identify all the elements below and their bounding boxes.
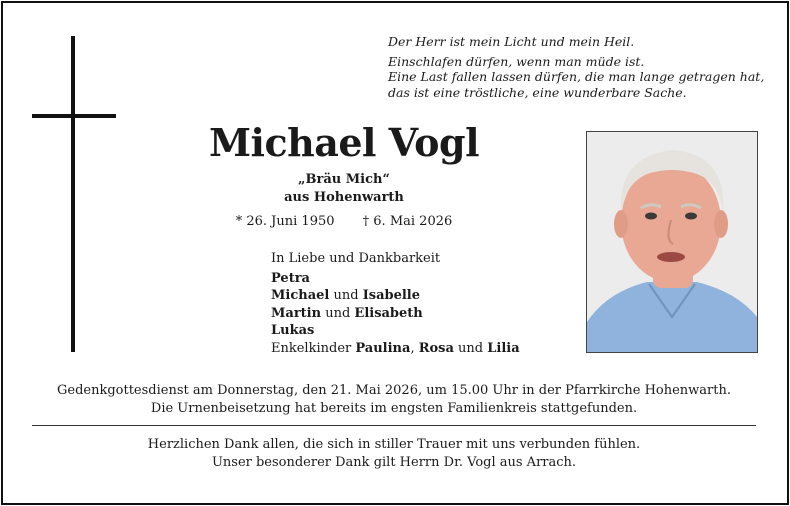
family-member: Rosa xyxy=(418,340,454,356)
memorial-service-text: Gedenkgottesdienst am Donnerstag, den 21. Mai 2026, um 15.00 Uhr in der Pfarrkirche Hohenwarth. xyxy=(56,383,732,398)
verse-block xyxy=(388,34,768,100)
family-line xyxy=(271,305,520,323)
thanks-line-2: Unser besonderer Dank gilt Herrn Dr. Vogl aus Arrach. xyxy=(211,455,577,470)
family-line xyxy=(271,340,520,358)
family-block xyxy=(271,250,520,357)
family-member: Paulina xyxy=(355,340,411,356)
birth-date: * 26. Juni 1950 xyxy=(235,214,335,229)
verse-line: das ist eine tröstliche, eine wunderbare Sache. xyxy=(388,84,687,100)
conjunction: und xyxy=(329,288,363,303)
family-intro: In Liebe und Dankbarkeit xyxy=(271,251,441,266)
family-member: Isabelle xyxy=(362,288,421,303)
portrait-illustration xyxy=(587,132,757,352)
conjunction: und xyxy=(321,305,355,321)
cross-horizontal-bar xyxy=(32,114,116,118)
verse-line: Der Herr ist mein Licht und mein Heil. xyxy=(388,34,635,49)
family-member: Michael xyxy=(271,288,330,303)
thanks-line-1: Herzlichen Dank allen, die sich in stiller Trauer mit uns verbunden fühlen. xyxy=(147,437,641,452)
grandchildren-label: Enkelkinder xyxy=(271,340,356,356)
verse-line: Einschlafen dürfen, wenn man müde ist. xyxy=(388,53,645,69)
family-member: Elisabeth xyxy=(354,305,423,321)
life-dates xyxy=(176,214,512,229)
deceased-name: Michael Vogl xyxy=(208,120,480,165)
deceased-nickname: „Bräu Mich“ xyxy=(298,172,390,187)
urn-burial-text: Die Urnenbeisetzung hat bereits im engsten Familienkreis stattgefunden. xyxy=(150,401,638,416)
portrait-photo xyxy=(586,131,758,353)
family-line xyxy=(271,322,520,340)
family-member: Martin xyxy=(271,305,322,321)
family-member: Petra xyxy=(271,270,310,286)
family-member: Lukas xyxy=(271,323,315,338)
death-date: † 6. Mai 2026 xyxy=(362,214,453,229)
family-line xyxy=(271,270,520,288)
conjunction: und xyxy=(453,340,488,356)
verse-line: Eine Last fallen lassen dürfen, die man lange getragen hat, xyxy=(388,69,765,84)
family-line xyxy=(271,287,520,305)
family-member: Lilia xyxy=(487,340,520,356)
deceased-origin: aus Hohenwarth xyxy=(284,190,404,205)
separator: , xyxy=(410,340,419,356)
cross-vertical-bar xyxy=(71,36,75,352)
divider xyxy=(32,425,756,426)
